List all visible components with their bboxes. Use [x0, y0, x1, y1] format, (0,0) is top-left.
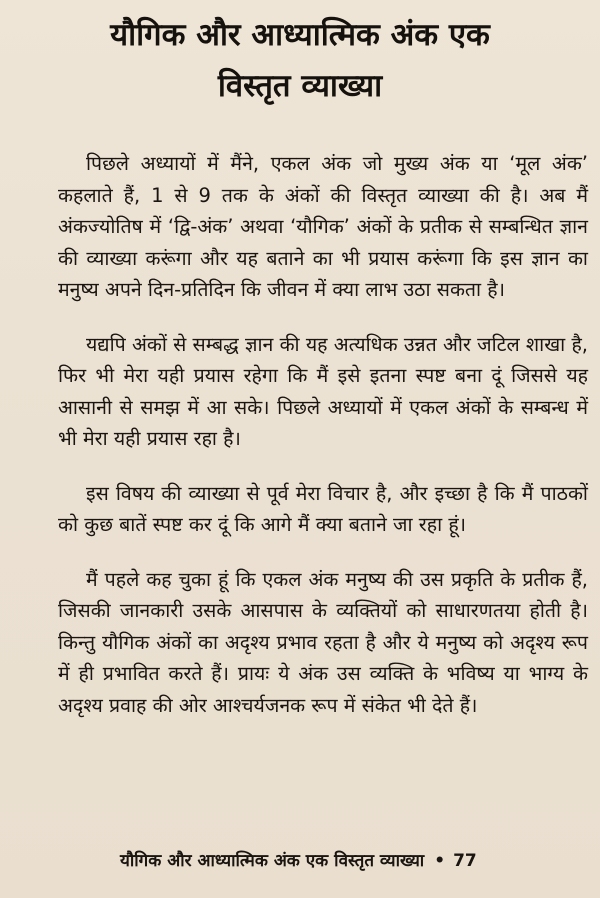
page-footer	[120, 848, 590, 871]
page-number: 77	[453, 851, 477, 871]
paragraph-1: पिछले अध्यायों में मैंने, एकल अंक जो मुख्य अंक या ‘मूल अंक’ कहलाते हैं, 1 से 9 तक के अंकों की विस्तृत व्याख्या की है। अब मैं अंकज्योतिष में ‘द्वि-अंक’ अथवा ‘यौगिक’ अंकों के प्रतीक से सम्बन्धित ज्ञान की व्याख्या करूंगा और यह बताने का भी प्रयास करूंगा कि इस ज्ञान का मनुष्य अपने दिन-प्रतिदिन कि जीवन में क्या लाभ उठा सकता है।	[58, 152, 588, 301]
bullet-separator: •	[434, 851, 446, 871]
paragraph-3: इस विषय की व्याख्या से पूर्व मेरा विचार है, और इच्छा है कि मैं पाठकों को कुछ बातें स्पष्ट कर दूं कि आगे मैं क्या बताने जा रहा हूं।	[58, 481, 588, 536]
paragraph-4: मैं पहले कह चुका हूं कि एकल अंक मनुष्य की उस प्रकृति के प्रतीक हैं, जिसकी जानकारी उसके आसपास के व्यक्तियों को साधारणतया होती है। किन्तु यौगिक अंकों का अदृश्य प्रभाव रहता है और ये मनुष्य को अदृश्य रूप में ही प्रभावित करते हैं। प्रायः ये अंक उस व्यक्ति के भविष्य या भाग्य के अदृश्य प्रवाह की ओर आश्चर्यजनक रूप में संकेत भी देते हैं।	[58, 567, 588, 717]
chapter-title-line-1: यौगिक और आध्यात्मिक अंक एक	[110, 17, 490, 53]
chapter-title	[0, 10, 600, 112]
chapter-title-line-2: विस्तृत व्याख्या	[217, 68, 383, 104]
paragraph-2: यद्यपि अंकों से सम्बद्ध ज्ञान की यह अत्यधिक उन्नत और जटिल शाखा है, फिर भी मेरा यही प्रयास रहेगा कि मैं इसे इतना स्पष्ट बना दूं जिससे यह आसानी से समझ में आ सके। पिछले अध्यायों में एकल अंकों के सम्बन्ध में भी मेरा यही प्रयास रहा है।	[58, 332, 588, 450]
body-text	[58, 148, 588, 744]
running-title: यौगिक और आध्यात्मिक अंक एक विस्तृत व्याख्या	[120, 851, 425, 871]
